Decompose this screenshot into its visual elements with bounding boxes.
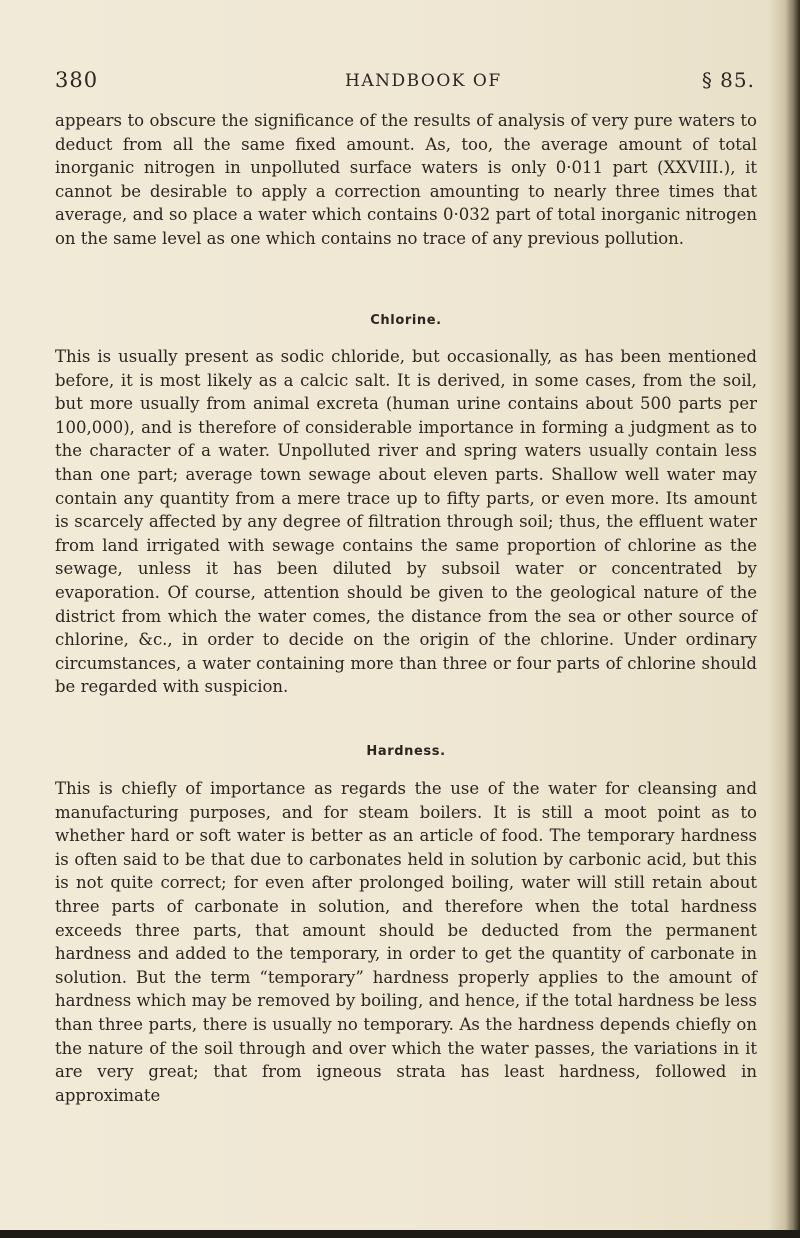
- page-bottom-edge: [0, 1230, 800, 1238]
- section-text-chlorine: This is usually present as sodic chloride, but occasionally, as has been mentioned before, it is most likely as a calcic salt. It is derived, in some cases, from the soil, but more usually from animal excreta (human urine contains about 500 parts per 100,000), and is therefore of considerable importance in forming a judgment as to the character of a water. Unpolluted river and spring waters usually contain less than one part; average town sewage about eleven parts. Shallow well water may contain any quantity from a mere trace up to fifty parts, or even more. Its amount is scarcely affected by any degree of filtration through soil; thus, the effluent water from land irrigated with sewage contains the same proportion of chlorine as the sewage, unless it has been diluted by subsoil water or concentrated by evaporation. Of course, attention should be given to the geological nature of the district from which the water comes, the distance from the sea or other source of chlorine, &c., in order to decide on the origin of the chlorine. Under ordinary circumstances, a water containing more than three or four parts of chlorine should be regarded with suspicion.: [55, 347, 757, 697]
- page-number: 380: [55, 68, 99, 92]
- section-text-hardness: This is chiefly of importance as regards the use of the water for cleansing and manufacturing purposes, and for steam boilers. It is still a moot point as to whether hard or soft water is better as an article of food. The temporary hardness is often said to be that due to carbonates held in solution by carbonic acid, but this is not quite correct; for even after prolonged boiling, water will still retain about three parts of carbonate in solution, and therefore when the total hardness exceeds three parts, that amount should be deducted from the permanent hardness and added to the temporary, in order to get the quantity of carbonate in solution. But the term “temporary” hardness properly applies to the amount of hardness which may be removed by boiling, and hence, if the total hardness be less than three parts, there is usually no temporary. As the hardness depends chiefly on the nature of the soil through and over which the water passes, the variations in it are very great; that from igneous strata has least hardness, followed in approximate: [55, 779, 757, 1105]
- running-head: HANDBOOK OF: [345, 71, 502, 91]
- section-heading-hardness: Hardness.: [366, 744, 446, 759]
- page-edge-shadow: [786, 0, 800, 1238]
- intro-paragraph: appears to obscure the significance of the results of analysis of very pure waters to deduct from all the same fixed amount. As, too, the average amount of total inorganic nitrogen in unpolluted surface waters is only 0·011 part (XXVIII.), it cannot be desirable to apply a correction amounting to nearly three times that average, and so place a water which contains 0·032 part of total inorganic nitrogen on the same level as one which contains no trace of any previous pollution.: [55, 111, 757, 248]
- section-heading-chlorine: Chlorine.: [370, 313, 442, 328]
- section-reference: § 85.: [701, 68, 755, 92]
- page-header: [55, 68, 755, 98]
